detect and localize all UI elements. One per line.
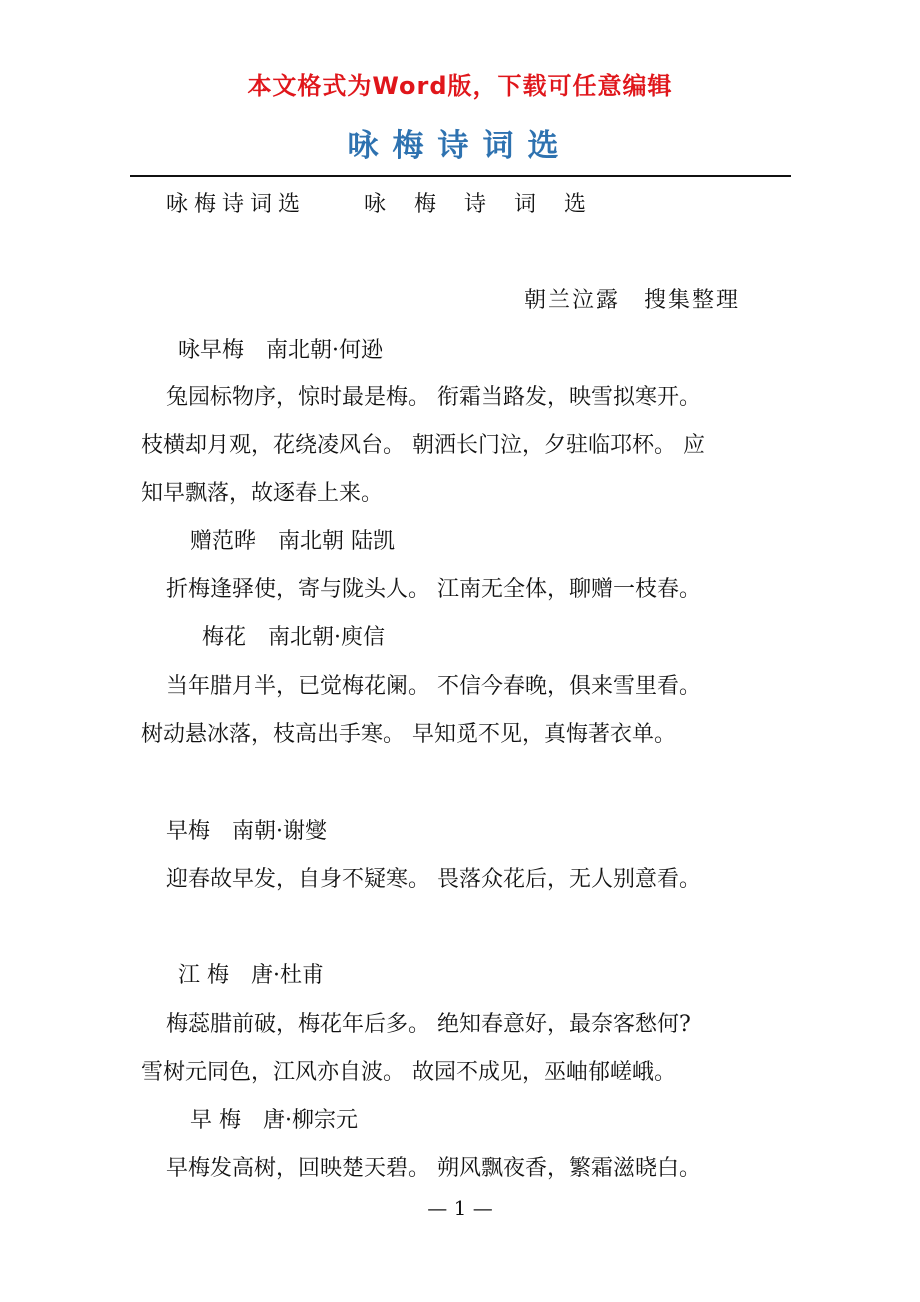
poem-heading: 咏早梅 南北朝·何逊 [178,338,383,363]
poem-heading: 梅花 南北朝·庾信 [202,625,385,650]
download-notice: 本文格式为Word版，下载可任意编辑 [247,72,673,100]
poem-line: 雪树元同色，江风亦自波。 故园不成见，巫岫郁嵯峨。 [141,1060,676,1085]
poem-line: 早梅发高树，回映楚天碧。 朔风飘夜香，繁霜滋晓白。 [166,1156,701,1181]
poem-line: 树动悬冰落，枝高出手寒。 早知觅不见，真悔著衣单。 [141,722,676,747]
poem-line: 迎春故早发，自身不疑寒。 畏落众花后，无人别意看。 [166,867,701,892]
poem-line: 折梅逢驿使，寄与陇头人。 江南无全体，聊赠一枝春。 [166,577,701,602]
poem-line: 兔园标物序，惊时最是梅。 衔霜当路发，映雪拟寒开。 [166,385,701,410]
poem-heading: 早梅 南朝·谢燮 [166,819,327,844]
poem-heading: 赠范晔 南北朝 陆凯 [190,529,395,554]
title-divider [130,175,791,177]
page-number: — 1 — [427,1196,493,1220]
poem-line: 知早飘落，故逐春上来。 [141,481,384,506]
poem-heading: 早 梅 唐·柳宗元 [190,1108,358,1133]
subtitle-a: 咏梅诗词选 [166,192,307,217]
poem-line: 枝横却月观，花绕凌风台。 朝洒长门泣，夕驻临邛杯。 应 [141,433,705,458]
compiler-credit: 朝兰泣露 搜集整理 [524,288,741,313]
poem-heading: 江 梅 唐·杜甫 [178,963,324,988]
subtitle-b: 咏梅诗词选 [364,192,615,217]
poem-line: 梅蕊腊前破，梅花年后多。 绝知春意好，最奈客愁何? [166,1012,691,1037]
poem-line: 当年腊月半，已觉梅花阑。 不信今春晚，俱来雪里看。 [166,674,701,699]
page-title: 咏梅诗词选 [347,128,573,164]
